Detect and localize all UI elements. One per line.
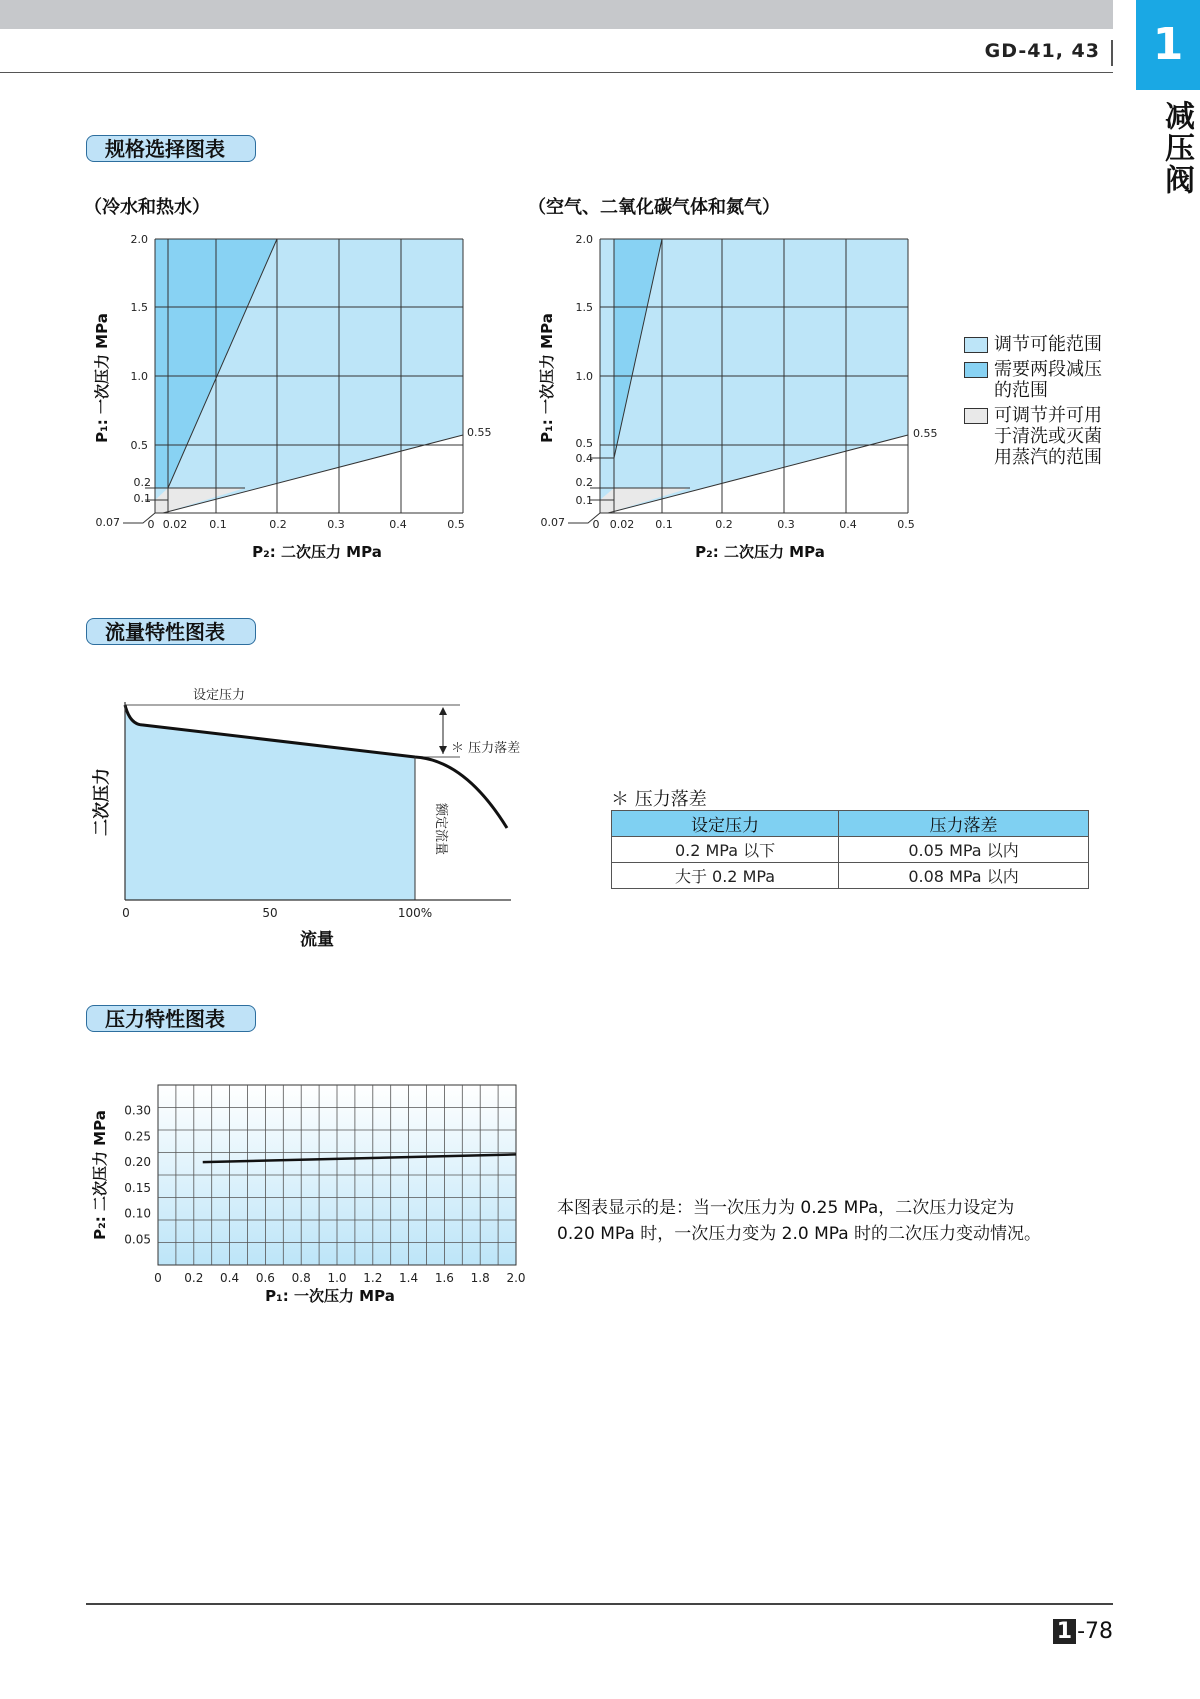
y-axis-label: 二次压力	[92, 768, 112, 836]
y-tick: 0.2	[133, 476, 151, 489]
x-tick: 0	[592, 518, 600, 531]
x-tick: 1.0	[327, 1271, 347, 1285]
y-tick: 0.4	[575, 452, 593, 465]
legend-label: 调节可能范围	[994, 334, 1102, 355]
legend-swatch	[964, 408, 988, 424]
table-row	[612, 837, 1089, 863]
x-tick: 0.3	[327, 518, 345, 531]
right-chart-subtitle: （空气、二氧化碳气体和氮气）	[528, 197, 780, 218]
legend	[964, 334, 1174, 472]
table-row	[612, 863, 1089, 889]
y-axis-label: P₁: 一次压力 MPa	[538, 313, 556, 443]
table-cell: 大于 0.2 MPa	[612, 863, 839, 889]
chapter-title: 减压阀	[1159, 100, 1194, 196]
end-label: 0.55	[467, 426, 492, 439]
set-pressure-label: 设定压力	[193, 688, 246, 703]
x-tick: 0	[154, 1271, 162, 1285]
footer-rule	[86, 1603, 1113, 1605]
y-tick: 0.15	[124, 1180, 151, 1195]
y-tick: 1.5	[130, 301, 148, 314]
table-header: 设定压力	[612, 811, 839, 837]
left-chart-subtitle: （冷水和热水）	[84, 197, 210, 218]
x-tick: 0.6	[255, 1271, 275, 1285]
x-axis-label: P₂: 二次压力 MPa	[695, 543, 825, 561]
x-tick: 100%	[397, 906, 433, 920]
x-tick: 1.6	[434, 1271, 454, 1285]
y-tick: 0.5	[130, 439, 148, 452]
x-tick: 1.4	[399, 1271, 419, 1285]
x-axis-label: 流量	[300, 930, 334, 950]
y-tick: 1.0	[575, 370, 593, 383]
header-rule	[0, 72, 1113, 73]
x-tick: 0.4	[389, 518, 407, 531]
x-tick: 0.8	[291, 1271, 311, 1285]
x-tick: 2.0	[506, 1271, 526, 1285]
x-axis-label: P₁: 一次压力 MPa	[265, 1287, 395, 1305]
top-bar	[0, 0, 1113, 29]
page-chapter-box: 1	[1053, 1619, 1076, 1644]
flow-area	[125, 705, 415, 900]
x-tick: 0.4	[839, 518, 857, 531]
y-tick: 0.07	[540, 516, 565, 529]
legend-label: 可调节并可用于清洗或灭菌用蒸汽的范围	[994, 405, 1102, 468]
x-tick: 1.8	[470, 1271, 490, 1285]
legend-swatch	[964, 337, 988, 353]
x-tick: 0.2	[269, 518, 287, 531]
legend-item-cleaning	[964, 405, 1174, 468]
y-tick: 0.5	[575, 437, 593, 450]
pressure-drop-table	[611, 810, 1089, 889]
x-tick: 0.1	[655, 518, 673, 531]
table-header-row	[612, 811, 1089, 837]
table-cell: 0.08 MPa 以内	[839, 863, 1089, 889]
pressure-chart	[85, 1075, 545, 1315]
y-tick: 1.0	[130, 370, 148, 383]
x-tick: 0	[122, 906, 130, 920]
rated-flow-label: 额定流量	[433, 802, 448, 856]
page-number-rest: -78	[1077, 1619, 1113, 1644]
x-tick: 1.2	[363, 1271, 383, 1285]
y-axis-label: P₂: 二次压力 MPa	[91, 1110, 109, 1240]
end-label: 0.55	[913, 427, 938, 440]
pressure-drop-label: ＊ 压力落差	[451, 741, 521, 756]
table-cell: 0.05 MPa 以内	[839, 837, 1089, 863]
y-tick: 0.05	[124, 1232, 151, 1247]
legend-swatch	[964, 362, 988, 378]
y-tick: 0.1	[133, 492, 151, 505]
model-number: GD-41, 43	[984, 40, 1100, 62]
legend-label: 需要两段减压的范围	[994, 359, 1102, 401]
model-divider	[1111, 40, 1113, 66]
x-tick: 50	[262, 906, 278, 920]
table-header: 压力落差	[839, 811, 1089, 837]
spec-chart-water	[85, 228, 505, 568]
section-title-flow: 流量特性图表	[86, 618, 256, 645]
flow-chart	[85, 675, 545, 955]
x-tick: 0.3	[777, 518, 795, 531]
y-tick: 2.0	[130, 233, 148, 246]
chapter-number: 1	[1136, 0, 1200, 90]
table-cell: 0.2 MPa 以下	[612, 837, 839, 863]
x-tick: 0.02	[609, 518, 635, 531]
legend-item-two-stage	[964, 359, 1174, 401]
spec-chart-gas	[530, 228, 950, 568]
x-tick: 0.1	[209, 518, 227, 531]
x-axis-label: P₂: 二次压力 MPa	[252, 543, 382, 561]
x-tick: 0.2	[715, 518, 733, 531]
x-tick: 0	[147, 518, 155, 531]
x-tick: 0.4	[220, 1271, 240, 1285]
section-title-spec: 规格选择图表	[86, 135, 256, 162]
y-tick: 0.10	[124, 1206, 151, 1221]
page-number	[1053, 1619, 1113, 1644]
section-title-pressure: 压力特性图表	[86, 1005, 256, 1032]
x-tick: 0.02	[162, 518, 188, 531]
legend-item-adjustable	[964, 334, 1174, 355]
y-tick: 0.20	[124, 1155, 151, 1170]
y-tick: 0.30	[124, 1103, 151, 1118]
pressure-drop-note-title: ＊ 压力落差	[611, 789, 707, 810]
x-tick: 0.5	[447, 518, 465, 531]
y-tick: 0.25	[124, 1129, 151, 1144]
x-tick: 0.2	[184, 1271, 204, 1285]
y-tick: 1.5	[575, 301, 593, 314]
y-tick: 2.0	[575, 233, 593, 246]
y-axis-label: P₁: 一次压力 MPa	[93, 313, 111, 443]
y-tick: 0.1	[575, 494, 593, 507]
description-text: 本图表显示的是：当一次压力为 0.25 MPa，二次压力设定为 0.20 MPa 时，一次压力变为 2.0 MPa 时的二次压力变动情况。	[557, 1198, 1042, 1244]
y-tick: 0.07	[95, 516, 120, 529]
y-tick: 0.2	[575, 476, 593, 489]
x-tick: 0.5	[897, 518, 915, 531]
